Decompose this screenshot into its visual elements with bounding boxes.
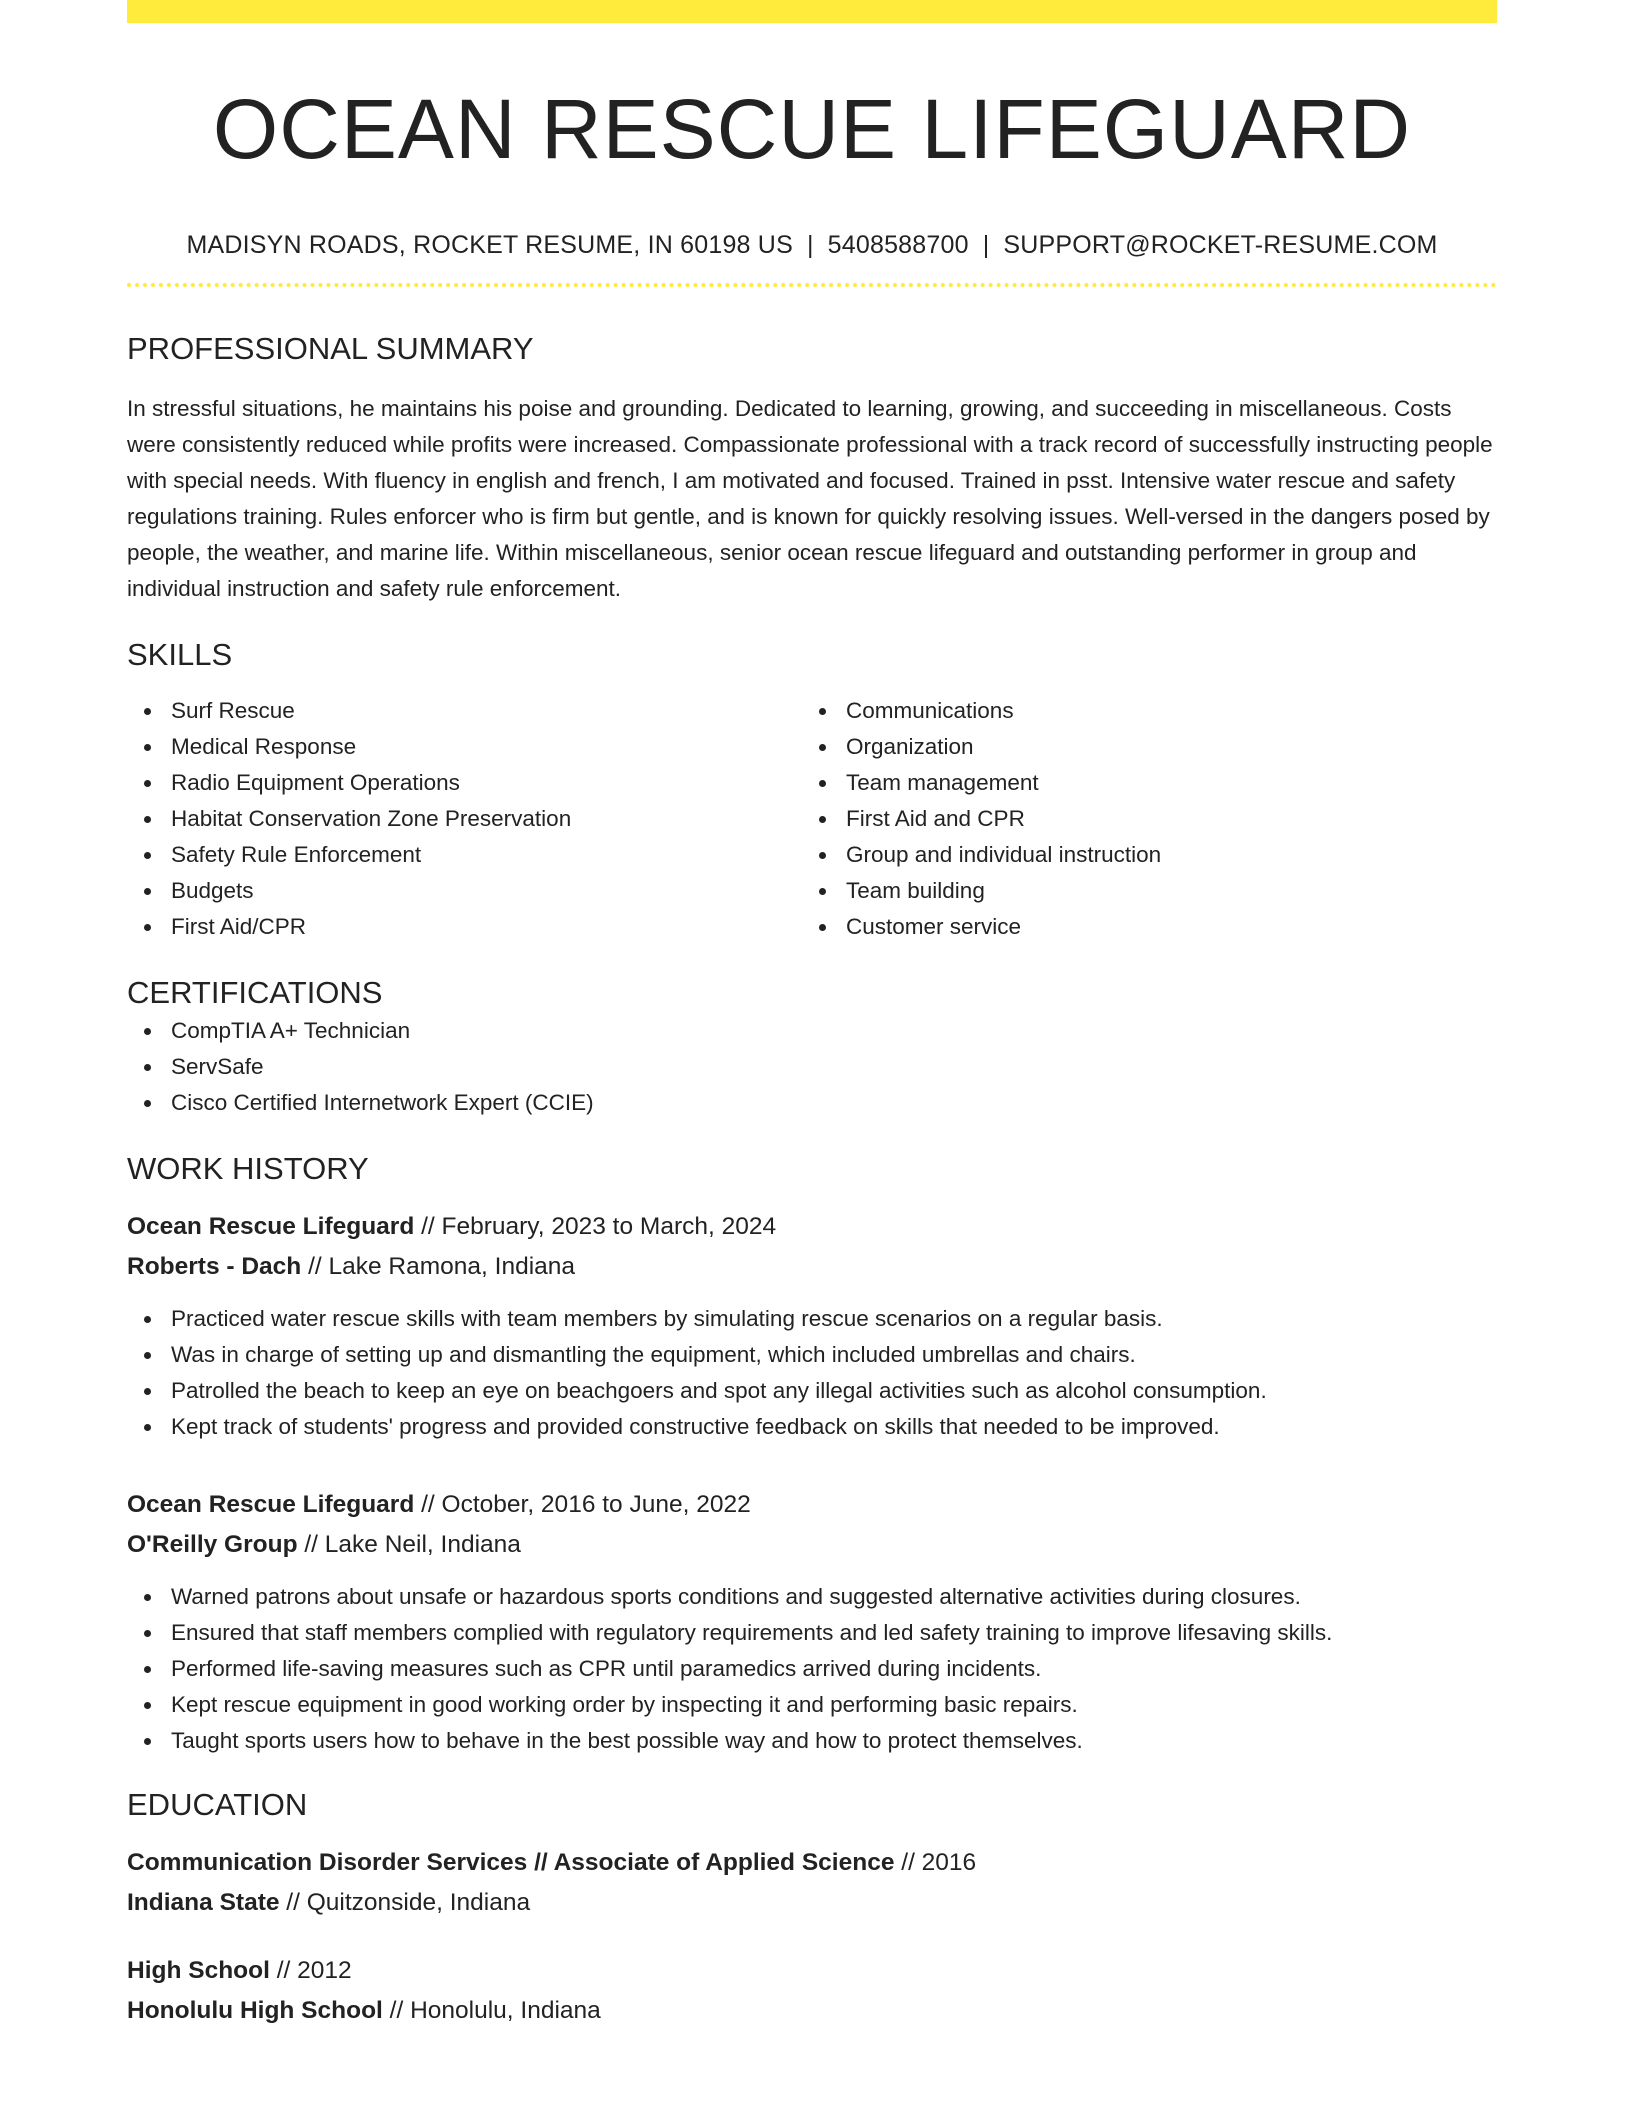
education-heading: EDUCATION xyxy=(127,1787,308,1822)
education-degree: High School xyxy=(127,1957,270,1984)
job-duty: Ensured that staff members complied with regulatory requirements and led safety training to improve lifesaving skills. xyxy=(171,1615,1497,1651)
job-duty: Kept track of students' progress and provided constructive feedback on skills that needed to be improved. xyxy=(171,1409,1497,1445)
skill-item: First Aid/CPR xyxy=(171,909,802,945)
contact-separator: | xyxy=(806,231,814,259)
job-role: Ocean Rescue Lifeguard xyxy=(127,1213,415,1240)
job-entry xyxy=(127,1485,1497,1759)
certification-item: Cisco Certified Internetwork Expert (CCIE) xyxy=(171,1085,1497,1121)
job-company: O'Reilly Group xyxy=(127,1531,298,1558)
education-location: // Honolulu, Indiana xyxy=(382,1997,601,2024)
contact-email: SUPPORT@ROCKET-RESUME.COM xyxy=(1003,231,1438,259)
skills-list-right xyxy=(802,693,1477,945)
job-company: Roberts - Dach xyxy=(127,1253,302,1280)
skills-list-left xyxy=(127,693,802,945)
resume-name: OCEAN RESCUE LIFEGUARD xyxy=(212,82,1412,176)
skill-item: Budgets xyxy=(171,873,802,909)
skill-item: Radio Equipment Operations xyxy=(171,765,802,801)
education-school-line xyxy=(127,1883,1497,1923)
skills-heading: SKILLS xyxy=(127,637,233,672)
education-location: // Quitzonside, Indiana xyxy=(279,1889,531,1916)
contact-line xyxy=(127,229,1497,261)
contact-separator: | xyxy=(982,231,990,259)
contact-address: MADISYN ROADS, ROCKET RESUME, IN 60198 US xyxy=(186,231,793,259)
job-dates: // October, 2016 to June, 2022 xyxy=(414,1491,751,1518)
certification-item: ServSafe xyxy=(171,1049,1497,1085)
job-title-line xyxy=(127,1485,1497,1525)
education-degree-line xyxy=(127,1951,1497,1991)
job-duty: Patrolled the beach to keep an eye on beachgoers and spot any illegal activities such as alcohol consumption. xyxy=(171,1373,1497,1409)
skill-item: Team building xyxy=(846,873,1477,909)
contact-phone: 5408588700 xyxy=(827,231,969,259)
education-school: Honolulu High School xyxy=(127,1997,383,2024)
job-duty: Taught sports users how to behave in the best possible way and how to protect themselves. xyxy=(171,1723,1497,1759)
summary-heading: PROFESSIONAL SUMMARY xyxy=(127,331,534,366)
skill-item: Group and individual instruction xyxy=(846,837,1477,873)
skill-item: Team management xyxy=(846,765,1477,801)
job-duties-list xyxy=(127,1301,1497,1445)
job-company-line xyxy=(127,1525,1497,1565)
dotted-divider xyxy=(127,283,1497,287)
skills-grid xyxy=(127,693,1497,945)
top-accent-bar xyxy=(127,0,1497,23)
job-duty: Performed life-saving measures such as CPR until paramedics arrived during incidents. xyxy=(171,1651,1497,1687)
job-entry xyxy=(127,1207,1497,1445)
certification-item: CompTIA A+ Technician xyxy=(171,1013,1497,1049)
job-company-line xyxy=(127,1247,1497,1287)
education-entry xyxy=(127,1951,1497,2031)
skill-item: Habitat Conservation Zone Preservation xyxy=(171,801,802,837)
skill-item: Communications xyxy=(846,693,1477,729)
certifications-list xyxy=(127,1013,1497,1121)
job-duty: Warned patrons about unsafe or hazardous sports conditions and suggested alternative activities during closures. xyxy=(171,1579,1497,1615)
education-entry xyxy=(127,1843,1497,1923)
job-duty: Was in charge of setting up and dismantling the equipment, which included umbrellas and chairs. xyxy=(171,1337,1497,1373)
job-dates: // February, 2023 to March, 2024 xyxy=(414,1213,777,1240)
summary-text: In stressful situations, he maintains his poise and grounding. Dedicated to learning, growing, and succeeding in miscellaneous. Costs were consistently reduced while profits were increased. Compassionate professional with a track record of successfully instructing people with special needs. With fluency in english and french, I am motivated and focused. Trained in psst. Intensive water rescue and safety regulations training. Rules enforcer who is firm but gentle, and is known for quickly resolving issues. Well-versed in the dangers posed by people, the weather, and marine life. Within miscellaneous, senior ocean rescue lifeguard and outstanding performer in group and individual instruction and safety rule enforcement. xyxy=(127,396,1493,601)
skill-item: Organization xyxy=(846,729,1477,765)
job-location: // Lake Ramona, Indiana xyxy=(301,1253,576,1280)
education-year: // 2012 xyxy=(269,1957,352,1984)
skill-item: First Aid and CPR xyxy=(846,801,1477,837)
job-duties-list xyxy=(127,1579,1497,1759)
job-title-line xyxy=(127,1207,1497,1247)
job-role: Ocean Rescue Lifeguard xyxy=(127,1491,415,1518)
certifications-heading: CERTIFICATIONS xyxy=(127,975,383,1010)
skill-item: Medical Response xyxy=(171,729,802,765)
work-history-heading: WORK HISTORY xyxy=(127,1151,369,1186)
education-year: // 2016 xyxy=(894,1849,977,1876)
education-school-line xyxy=(127,1991,1497,2031)
job-duty: Kept rescue equipment in good working order by inspecting it and performing basic repairs. xyxy=(171,1687,1497,1723)
education-school: Indiana State xyxy=(127,1889,280,1916)
resume-page xyxy=(127,0,1497,2112)
skill-item: Customer service xyxy=(846,909,1477,945)
education-degree-line xyxy=(127,1843,1497,1883)
job-duty: Practiced water rescue skills with team members by simulating rescue scenarios on a regular basis. xyxy=(171,1301,1497,1337)
skill-item: Safety Rule Enforcement xyxy=(171,837,802,873)
job-location: // Lake Neil, Indiana xyxy=(297,1531,521,1558)
skill-item: Surf Rescue xyxy=(171,693,802,729)
education-degree: Communication Disorder Services // Associate of Applied Science xyxy=(127,1849,895,1876)
